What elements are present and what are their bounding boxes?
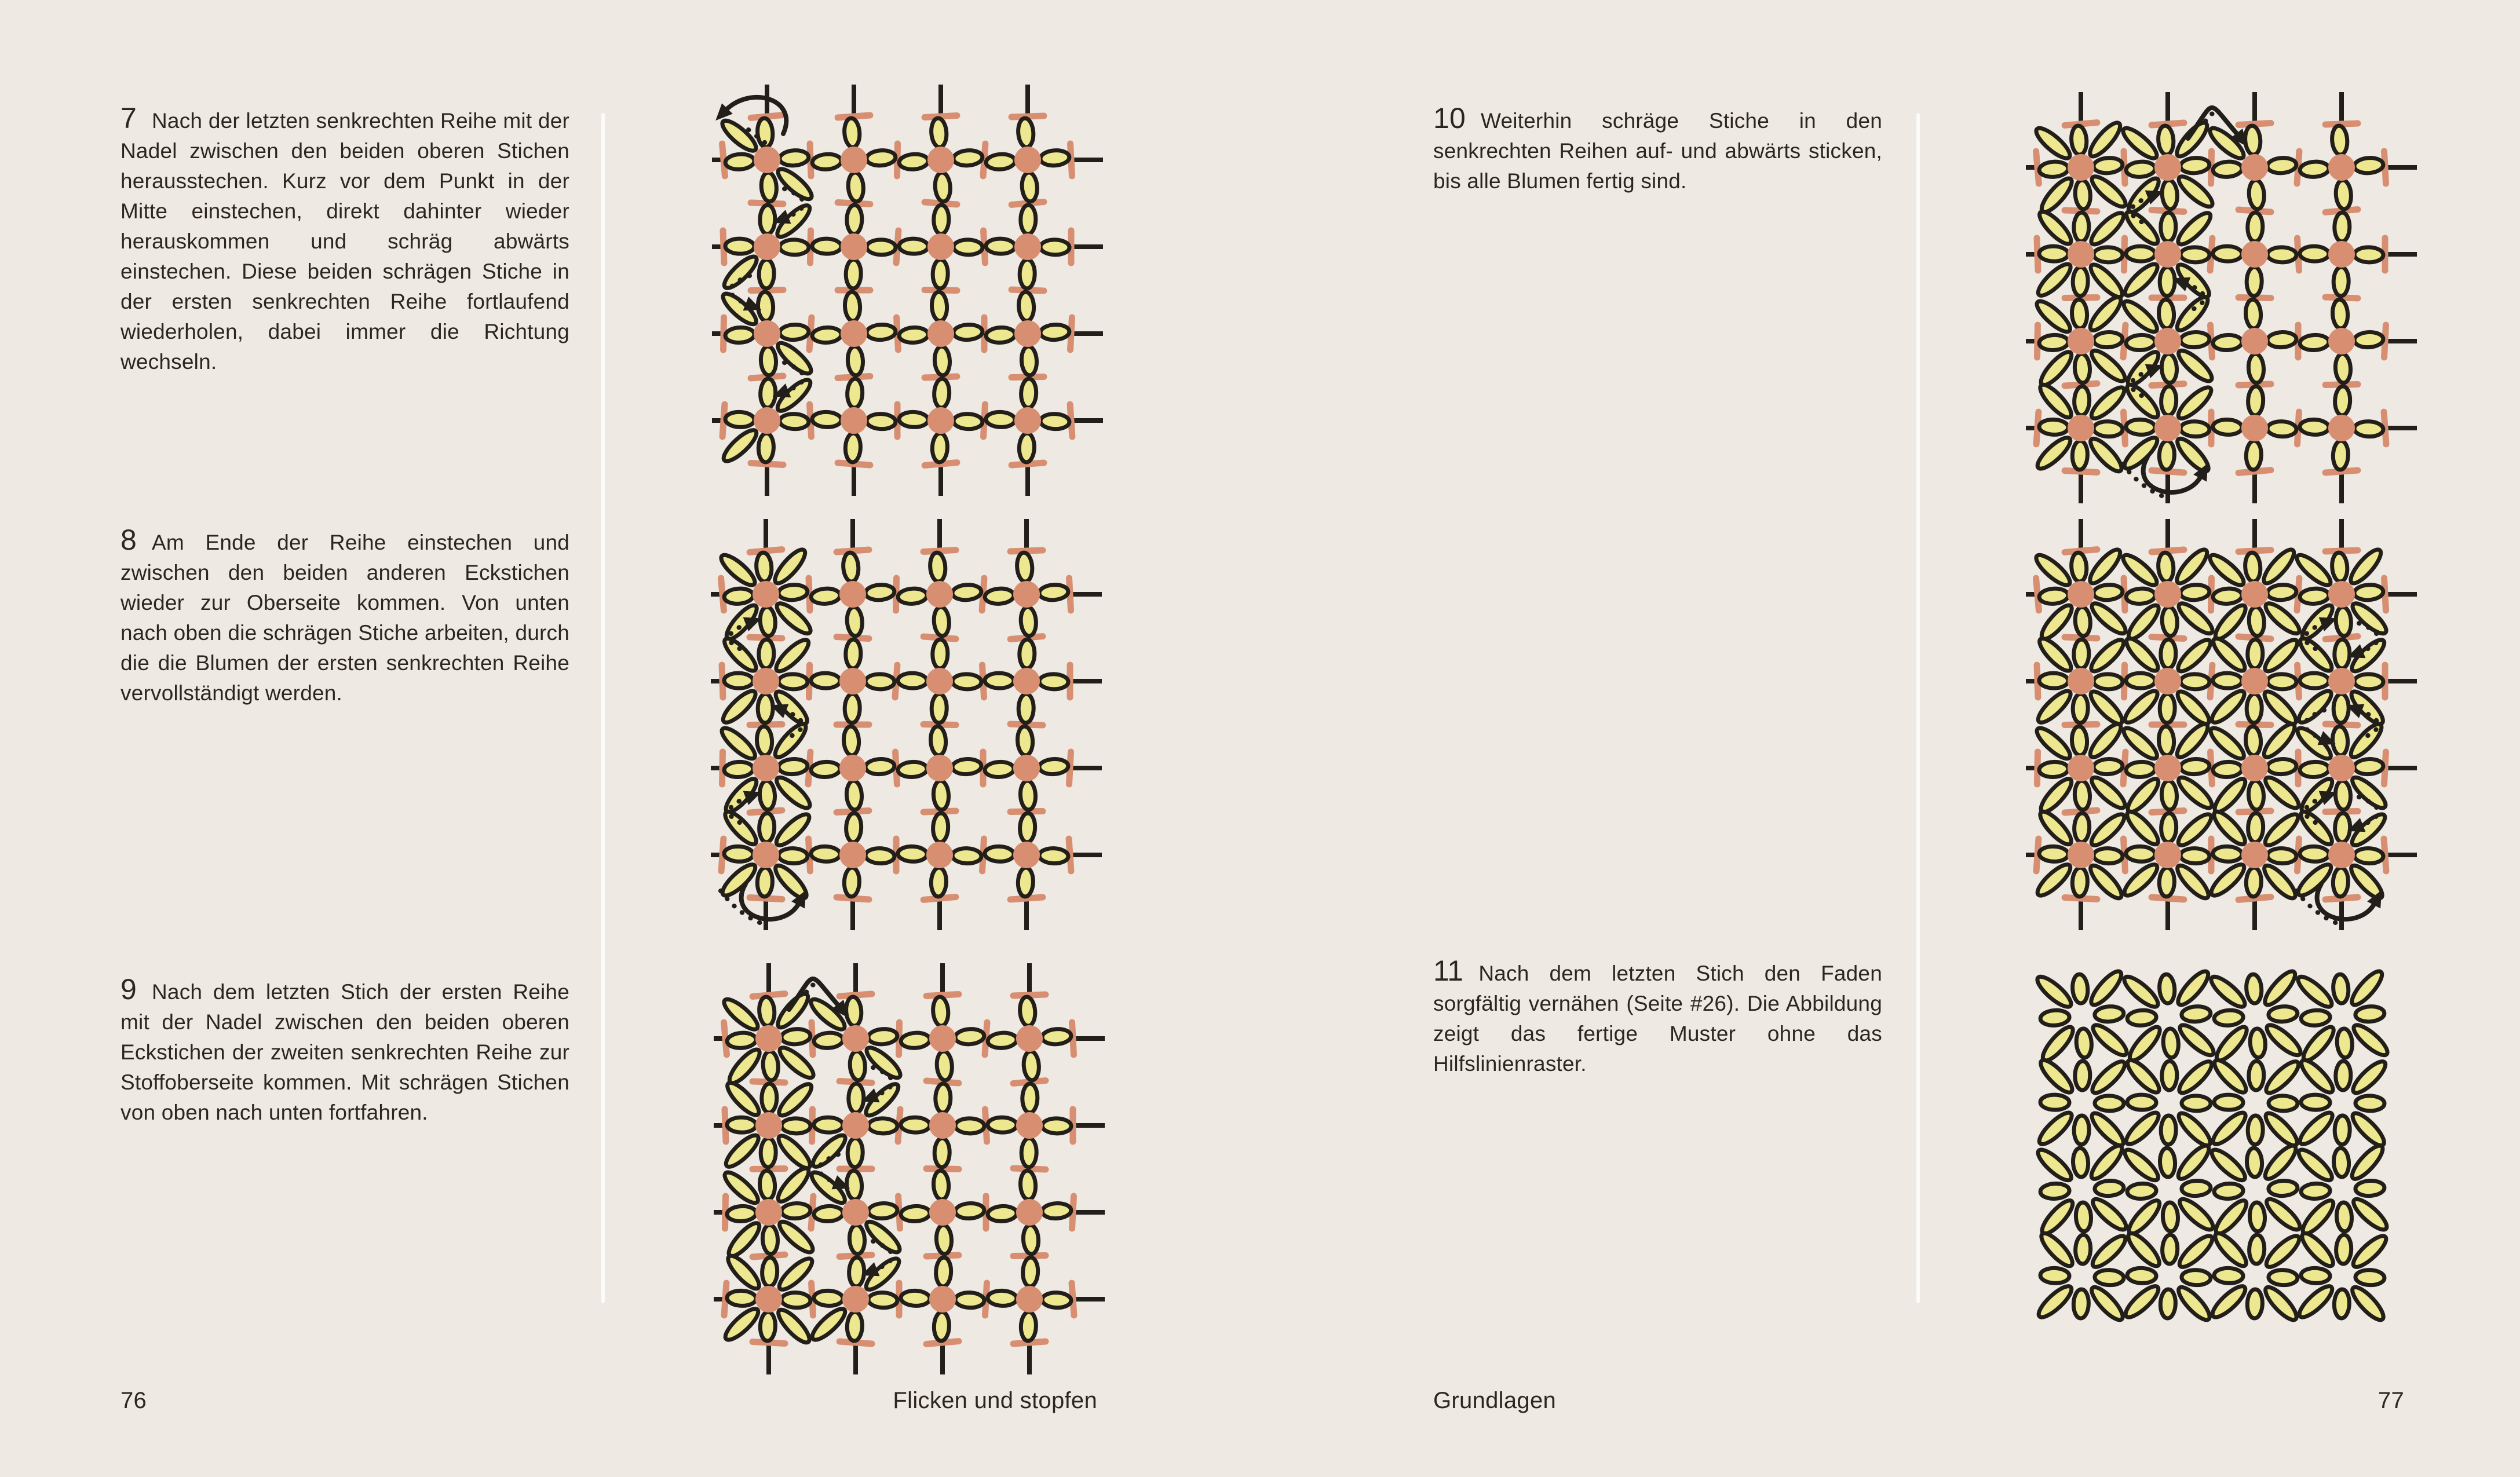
column-rule-right-page — [1916, 113, 1920, 1303]
instruction-paragraph-9 — [120, 974, 569, 1128]
left-page-footer — [120, 1388, 1097, 1414]
page-number-right: 77 — [2377, 1388, 2404, 1413]
paragraph-text: Nach der letzten senkrechten Reihe mit der Nadel zwischen den beiden oberen Stichen herausstechen. Kurz vor dem Punkt in der Mitte einstechen, direkt dahinter wieder herauskommen und schräg abwärts einstechen. Diese beiden schrägen Stiche in der ersten senkrechten Reihe fortlaufend wiederholen, dabei immer die Richtung wechseln. — [120, 109, 569, 374]
paragraph-number: 7 — [120, 102, 137, 134]
paragraph-text: Nach dem letzten Stich den Faden sorgfältig vernähen (Seite #26). Die Abbildung zeigt das fertige Muster ohne das Hilfslinienraster. — [1433, 961, 1882, 1076]
diagram-step-9 — [702, 960, 1113, 1383]
diagram-step-7 — [700, 82, 1112, 504]
instruction-paragraph-11 — [1433, 956, 1882, 1079]
diagram-step-10b — [2014, 516, 2426, 939]
instruction-paragraph-7 — [120, 103, 569, 377]
chapter-title-left: Flicken und stopfen — [893, 1388, 1097, 1413]
chapter-title-right: Grundlagen — [1433, 1388, 1557, 1413]
paragraph-number: 9 — [120, 973, 137, 1006]
paragraph-text: Weiterhin schräge Stiche in den senkrechten Reihen auf- und abwärts sticken, bis alle Blumen fertig sind. — [1433, 109, 1882, 193]
column-rule-left-page — [601, 113, 605, 1303]
diagram-step-10a — [2014, 89, 2426, 512]
paragraph-text: Am Ende der Reihe einstechen und zwischen den beiden anderen Eckstichen wieder zur Oberseite kommen. Von unten nach oben die schrägen Stiche arbeiten, durch die die Blumen der ersten senkrechten Reihe vervollständigt werden. — [120, 531, 569, 705]
diagram-step-11-finished-pattern — [2015, 938, 2427, 1361]
paragraph-number: 11 — [1433, 955, 1464, 987]
paragraph-number: 8 — [120, 524, 137, 556]
instruction-paragraph-8 — [120, 525, 569, 708]
diagram-step-8 — [699, 516, 1111, 939]
paragraph-text: Nach dem letzten Stich der ersten Reihe mit der Nadel zwischen den beiden oberen Eckstichen der zweiten senkrechten Reihe zur Stoffoberseite kommen. Mit schrägen Stichen von oben nach unten fortfahren. — [120, 980, 569, 1124]
page-number-left: 76 — [120, 1388, 147, 1413]
paragraph-number: 10 — [1433, 102, 1466, 134]
right-page-footer — [1433, 1388, 2404, 1414]
instruction-paragraph-10 — [1433, 103, 1882, 196]
